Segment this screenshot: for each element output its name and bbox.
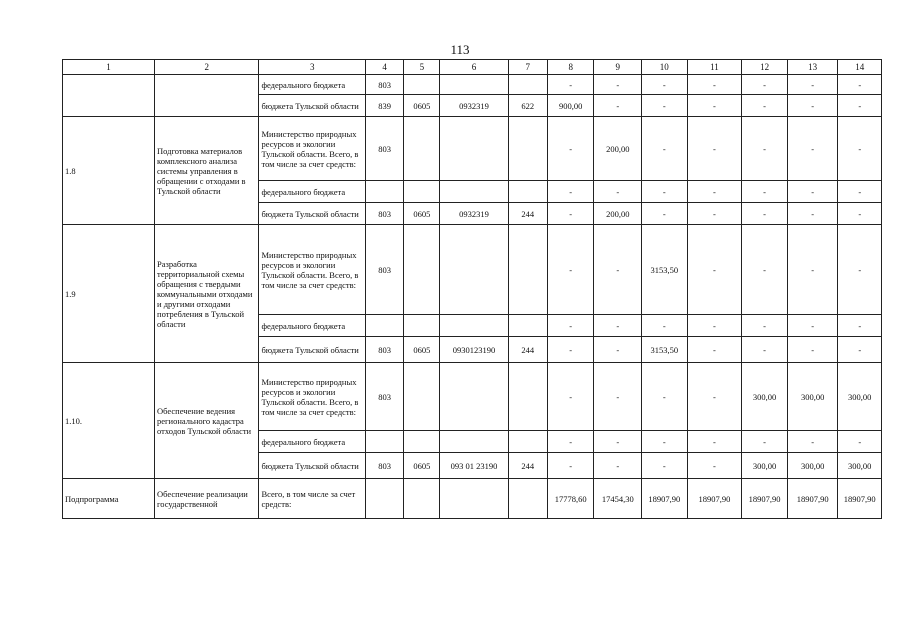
value-cell: 300,00 [838, 363, 882, 431]
funding-source: бюджета Тульской области [259, 337, 366, 363]
table-row [63, 225, 882, 315]
funding-source: федерального бюджета [259, 75, 366, 95]
cell-col4: 803 [365, 453, 403, 479]
funding-source: федерального бюджета [259, 181, 366, 203]
value-cell: - [742, 117, 788, 181]
column-header: 7 [508, 60, 547, 75]
value-cell: - [742, 337, 788, 363]
value-cell: - [687, 181, 742, 203]
value-cell: 18907,90 [742, 479, 788, 519]
value-cell: - [687, 315, 742, 337]
column-header: 6 [440, 60, 508, 75]
cell-col6 [440, 181, 508, 203]
value-cell: - [594, 75, 642, 95]
value-cell: - [642, 315, 688, 337]
funding-source: Министерство природных ресурсов и экологии Тульской области. Всего, в том числе за счет средств: [259, 225, 366, 315]
value-cell: - [642, 95, 688, 117]
column-header: 5 [404, 60, 440, 75]
column-header: 2 [155, 60, 259, 75]
value-cell: 18907,90 [642, 479, 688, 519]
cell-col7: 244 [508, 337, 547, 363]
cell-col4: 803 [365, 363, 403, 431]
value-cell: - [838, 203, 882, 225]
value-cell: - [642, 431, 688, 453]
funding-source: Министерство природных ресурсов и экологии Тульской области. Всего, в том числе за счет средств: [259, 117, 366, 181]
cell-col7 [508, 181, 547, 203]
value-cell: - [742, 315, 788, 337]
cell-col5 [404, 181, 440, 203]
value-cell: - [687, 431, 742, 453]
column-header: 9 [594, 60, 642, 75]
value-cell: - [642, 117, 688, 181]
value-cell: - [838, 75, 882, 95]
item-number-cell [63, 75, 155, 117]
page-number: 113 [450, 42, 470, 57]
subprogram-name: Обеспечение реализации государственной [155, 479, 259, 519]
value-cell: - [547, 453, 594, 479]
value-cell: - [687, 203, 742, 225]
cell-col7 [508, 75, 547, 95]
item-number: 1.8 [63, 117, 155, 225]
cell-col6 [440, 431, 508, 453]
value-cell: - [547, 225, 594, 315]
funding-source: федерального бюджета [259, 315, 366, 337]
value-cell: 300,00 [787, 363, 838, 431]
value-cell: - [594, 225, 642, 315]
value-cell: 200,00 [594, 203, 642, 225]
value-cell: 17778,60 [547, 479, 594, 519]
value-cell: - [838, 315, 882, 337]
value-cell: 18907,90 [687, 479, 742, 519]
cell-col7 [508, 225, 547, 315]
cell-col7 [508, 479, 547, 519]
column-header: 1 [63, 60, 155, 75]
item-name: Подготовка материалов комплексного анализа системы управления в обращении с отходами в Тульской области [155, 117, 259, 225]
cell-col4 [365, 315, 403, 337]
column-header: 11 [687, 60, 742, 75]
funding-source: Всего, в том числе за счет средств: [259, 479, 366, 519]
value-cell: - [787, 431, 838, 453]
value-cell: 900,00 [547, 95, 594, 117]
cell-col7: 244 [508, 453, 547, 479]
value-cell: 300,00 [787, 453, 838, 479]
value-cell: - [838, 181, 882, 203]
value-cell: 300,00 [742, 363, 788, 431]
cell-col6 [440, 479, 508, 519]
value-cell: - [547, 315, 594, 337]
cell-col6 [440, 315, 508, 337]
value-cell: - [838, 225, 882, 315]
value-cell: - [594, 315, 642, 337]
value-cell: - [642, 453, 688, 479]
value-cell: - [742, 431, 788, 453]
cell-col5 [404, 479, 440, 519]
funding-source: бюджета Тульской области [259, 203, 366, 225]
table-row-subprogram [63, 479, 882, 519]
value-cell: 3153,50 [642, 337, 688, 363]
cell-col4: 803 [365, 203, 403, 225]
cell-col4: 803 [365, 337, 403, 363]
funding-source: Министерство природных ресурсов и экологии Тульской области. Всего, в том числе за счет средств: [259, 363, 366, 431]
cell-col6: 0932319 [440, 95, 508, 117]
value-cell: - [594, 363, 642, 431]
header-row [63, 60, 882, 75]
item-name-cell [155, 75, 259, 117]
value-cell: - [787, 203, 838, 225]
value-cell: - [742, 181, 788, 203]
value-cell: 300,00 [838, 453, 882, 479]
cell-col5: 0605 [404, 95, 440, 117]
value-cell: - [594, 431, 642, 453]
column-header: 4 [365, 60, 403, 75]
value-cell: - [687, 95, 742, 117]
item-number: 1.10. [63, 363, 155, 479]
value-cell: - [838, 117, 882, 181]
cell-col6 [440, 363, 508, 431]
funding-source: федерального бюджета [259, 431, 366, 453]
cell-col5 [404, 225, 440, 315]
item-name: Обеспечение ведения регионального кадастра отходов Тульской области [155, 363, 259, 479]
column-header: 8 [547, 60, 594, 75]
cell-col7 [508, 431, 547, 453]
cell-col5 [404, 431, 440, 453]
value-cell: - [594, 181, 642, 203]
cell-col6: 0930123190 [440, 337, 508, 363]
value-cell: - [742, 225, 788, 315]
cell-col4: 839 [365, 95, 403, 117]
value-cell: - [787, 75, 838, 95]
cell-col4: 803 [365, 75, 403, 95]
cell-col4: 803 [365, 117, 403, 181]
cell-col6 [440, 225, 508, 315]
cell-col5: 0605 [404, 337, 440, 363]
value-cell: - [547, 181, 594, 203]
value-cell: - [787, 117, 838, 181]
value-cell: - [547, 431, 594, 453]
value-cell: - [787, 315, 838, 337]
value-cell: - [642, 181, 688, 203]
cell-col4: 803 [365, 225, 403, 315]
cell-col4 [365, 479, 403, 519]
cell-col4 [365, 431, 403, 453]
cell-col5 [404, 363, 440, 431]
value-cell: - [594, 95, 642, 117]
cell-col5 [404, 117, 440, 181]
value-cell: - [687, 225, 742, 315]
value-cell: - [687, 117, 742, 181]
value-cell: - [687, 363, 742, 431]
budget-table [62, 59, 882, 519]
value-cell: 17454,30 [594, 479, 642, 519]
value-cell: - [642, 75, 688, 95]
value-cell: - [594, 337, 642, 363]
column-header: 14 [838, 60, 882, 75]
value-cell: 300,00 [742, 453, 788, 479]
funding-source: бюджета Тульской области [259, 95, 366, 117]
value-cell: - [594, 453, 642, 479]
cell-col5 [404, 75, 440, 95]
value-cell: - [742, 75, 788, 95]
column-header: 3 [259, 60, 366, 75]
cell-col6 [440, 117, 508, 181]
cell-col5: 0605 [404, 453, 440, 479]
value-cell: - [687, 453, 742, 479]
table-row [63, 75, 882, 95]
cell-col7 [508, 315, 547, 337]
cell-col6: 093 01 23190 [440, 453, 508, 479]
cell-col6: 0932319 [440, 203, 508, 225]
value-cell: - [838, 337, 882, 363]
value-cell: - [547, 203, 594, 225]
value-cell: - [547, 363, 594, 431]
value-cell: - [787, 95, 838, 117]
value-cell: - [642, 203, 688, 225]
value-cell: - [787, 337, 838, 363]
cell-col5: 0605 [404, 203, 440, 225]
value-cell: - [642, 363, 688, 431]
cell-col7 [508, 363, 547, 431]
value-cell: 200,00 [594, 117, 642, 181]
item-number: 1.9 [63, 225, 155, 363]
item-name: Разработка территориальной схемы обращения с твердыми коммунальными отходами и другими отходами потребления в Тульской области [155, 225, 259, 363]
table-row [63, 117, 882, 181]
value-cell: - [838, 95, 882, 117]
column-header: 12 [742, 60, 788, 75]
value-cell: - [787, 225, 838, 315]
cell-col4 [365, 181, 403, 203]
column-header: 10 [642, 60, 688, 75]
cell-col7: 622 [508, 95, 547, 117]
value-cell: - [838, 431, 882, 453]
value-cell: - [547, 117, 594, 181]
table-row [63, 363, 882, 431]
value-cell: - [787, 181, 838, 203]
cell-col7: 244 [508, 203, 547, 225]
value-cell: - [742, 95, 788, 117]
value-cell: 3153,50 [642, 225, 688, 315]
column-header: 13 [787, 60, 838, 75]
value-cell: - [687, 75, 742, 95]
funding-source: бюджета Тульской области [259, 453, 366, 479]
cell-col5 [404, 315, 440, 337]
value-cell: - [547, 75, 594, 95]
value-cell: 18907,90 [838, 479, 882, 519]
value-cell: - [687, 337, 742, 363]
cell-col6 [440, 75, 508, 95]
value-cell: 18907,90 [787, 479, 838, 519]
subprogram-label: Подпрограмма [63, 479, 155, 519]
value-cell: - [742, 203, 788, 225]
cell-col7 [508, 117, 547, 181]
value-cell: - [547, 337, 594, 363]
